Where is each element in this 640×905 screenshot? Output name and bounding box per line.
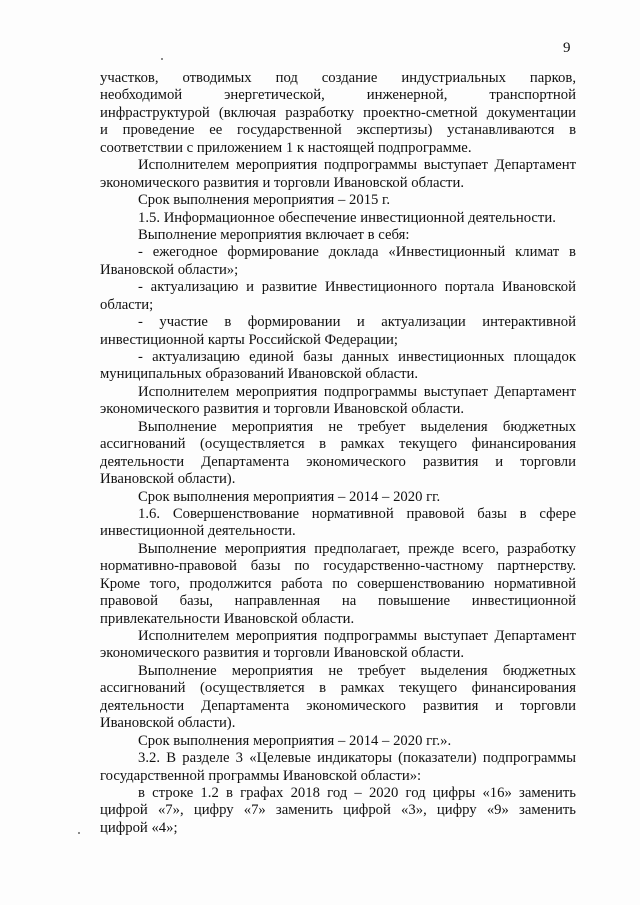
text-line: Ивановской области). bbox=[100, 715, 236, 732]
text-line: нормативно-правовой базы по государственно-частному партнерству. bbox=[100, 558, 576, 575]
text-line: экономического развития и торговли Ивановской области. bbox=[100, 401, 464, 418]
text-line: и проведение ее государственной экспертизы) устанавливаются в bbox=[100, 122, 576, 139]
text-line: - ежегодное формирование доклада «Инвестиционный климат в bbox=[138, 244, 576, 261]
text-line: Выполнение мероприятия предполагает, прежде всего, разработку bbox=[138, 540, 576, 557]
text-line: ассигнований (осуществляется в рамках текущего финансирования bbox=[100, 680, 576, 697]
text-line: Выполнение мероприятия не требует выделения бюджетных bbox=[138, 662, 576, 679]
text-line: инфраструктурой (включая разработку проектно-сметной документации bbox=[100, 104, 576, 121]
text-line: - участие в формировании и актуализации интерактивной bbox=[138, 314, 576, 331]
text-line: Исполнителем мероприятия подпрограммы выступает Департамент bbox=[138, 383, 576, 400]
text-line: в строке 1.2 в графах 2018 год – 2020 год цифры «16» заменить bbox=[138, 784, 576, 801]
text-line: Кроме того, продолжится работа по совершенствованию нормативной bbox=[100, 575, 576, 592]
text-line: необходимой энергетической, инженерной, транспортной bbox=[100, 87, 576, 104]
text-line: - актуализацию и развитие Инвестиционного портала Ивановской bbox=[138, 279, 576, 296]
text-line: 1.5. Информационное обеспечение инвестиционной деятельности. bbox=[138, 209, 556, 226]
scan-speck bbox=[161, 58, 163, 60]
text-line: Выполнение мероприятия не требует выделения бюджетных bbox=[138, 418, 576, 435]
text-line: Срок выполнения мероприятия – 2015 г. bbox=[138, 192, 391, 209]
text-line: цифрой «4»; bbox=[100, 819, 178, 836]
text-line: Ивановской области»; bbox=[100, 261, 239, 278]
text-line: государственной программы Ивановской области»: bbox=[100, 767, 422, 784]
document-body bbox=[100, 70, 576, 837]
text-line: Ивановской области). bbox=[100, 471, 236, 488]
text-line: Срок выполнения мероприятия – 2014 – 2020 гг. bbox=[138, 488, 441, 505]
text-line: деятельности Департамента экономического развития и торговли bbox=[100, 453, 576, 470]
text-line: цифрой «7», цифру «7» заменить цифрой «3», цифру «9» заменить bbox=[100, 802, 576, 819]
text-line: 3.2. В разделе 3 «Целевые индикаторы (показатели) подпрограммы bbox=[138, 750, 576, 767]
text-line: Исполнителем мероприятия подпрограммы выступает Департамент bbox=[138, 628, 576, 644]
text-line: Срок выполнения мероприятия – 2014 – 2020 гг.». bbox=[138, 732, 452, 749]
text-line: привлекательности Ивановской области. bbox=[100, 610, 355, 627]
text-line: экономического развития и торговли Ивановской области. bbox=[100, 174, 464, 191]
text-line: муниципальных образований Ивановской области. bbox=[100, 366, 419, 383]
text-line: правовой базы, направленная на повышение инвестиционной bbox=[100, 593, 576, 610]
text-line: участков, отводимых под создание индустриальных парков, bbox=[100, 70, 576, 86]
text-line: инвестиционной деятельности. bbox=[100, 523, 296, 540]
text-line: инвестиционной карты Российской Федерации; bbox=[100, 331, 398, 348]
text-line: Исполнителем мероприятия подпрограммы выступает Департамент bbox=[138, 157, 576, 174]
text-line: Выполнение мероприятия включает в себя: bbox=[138, 226, 410, 243]
scan-speck bbox=[78, 832, 80, 834]
page-number: 9 bbox=[563, 40, 571, 56]
text-line: - актуализацию единой базы данных инвестиционных площадок bbox=[138, 349, 576, 365]
text-line: деятельности Департамента экономического развития и торговли bbox=[100, 697, 576, 714]
text-line: экономического развития и торговли Ивановской области. bbox=[100, 645, 464, 662]
text-line: области; bbox=[100, 296, 154, 313]
text-line: соответствии с приложением 1 к настоящей подпрограмме. bbox=[100, 139, 472, 156]
text-line: ассигнований (осуществляется в рамках текущего финансирования bbox=[100, 436, 576, 453]
text-line: 1.6. Совершенствование нормативной правовой базы в сфере bbox=[138, 505, 576, 522]
